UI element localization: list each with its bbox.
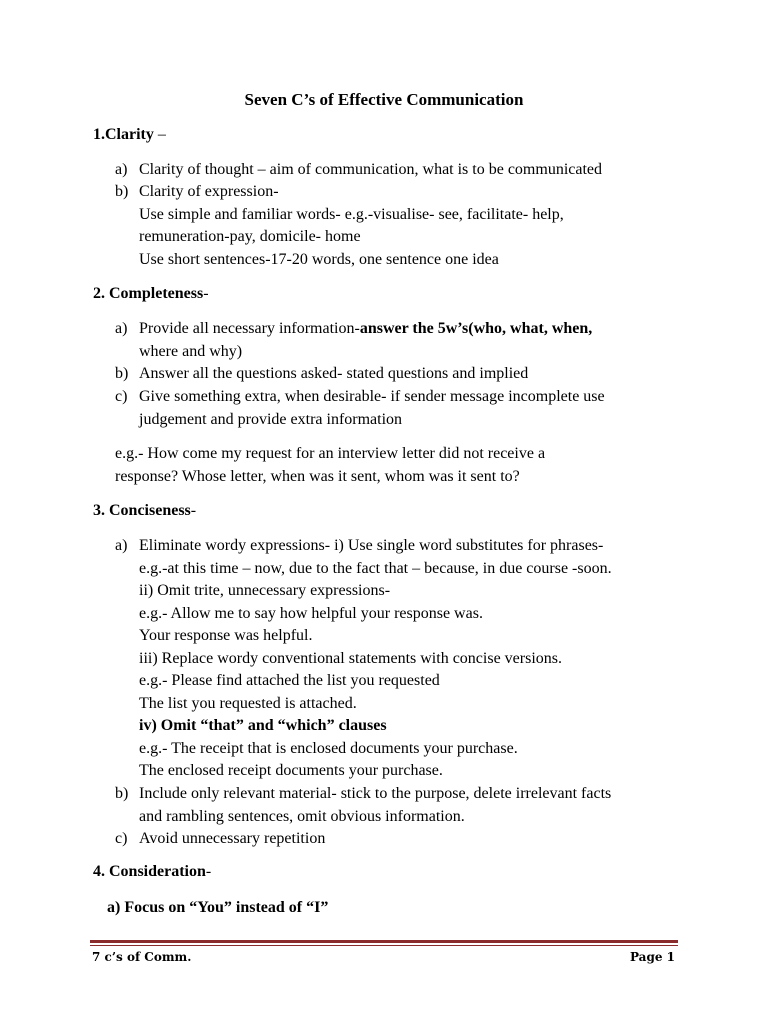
item-text: e.g.- The receipt that is enclosed documents your purchase. [139, 739, 518, 757]
list-item [115, 159, 695, 182]
page-number: Page 1 [629, 950, 675, 964]
item-text: remuneration-pay, domicile- home [139, 228, 361, 245]
item-text-bold: answer the 5w’s(who, what, when, [359, 320, 593, 337]
item-label: a) [115, 320, 128, 337]
list-item [115, 828, 695, 851]
footer-title: 7 c’s of Comm. [92, 950, 192, 964]
item-label: a) [115, 161, 128, 178]
subheading: a) Focus on “You” instead of “I” [107, 899, 329, 916]
section-heading-clarity [93, 126, 166, 144]
item-label: b) [115, 785, 129, 802]
item-text: Answer all the questions asked- stated questions and implied [139, 365, 529, 382]
item-label: c) [115, 388, 128, 405]
item-text: Your response was helpful. [139, 627, 313, 644]
paragraph-text: response? Whose letter, when was it sent, whom was it sent to? [115, 467, 520, 485]
item-text: The list you requested is attached. [139, 694, 357, 712]
heading-dash: - [190, 502, 197, 519]
item-text: Provide all necessary information- [139, 320, 360, 337]
item-label: a) [115, 537, 128, 554]
list-item [115, 783, 695, 828]
footer-rule [90, 940, 678, 943]
heading-dash: - [205, 863, 212, 880]
item-text: Give something extra, when desirable- if sender message incomplete use [139, 388, 605, 405]
item-label: b) [115, 183, 129, 200]
item-text: iii) Replace wordy conventional statements with concise versions. [139, 649, 562, 667]
item-text: e.g.- Please find attached the list you requested [139, 672, 440, 689]
example-paragraph [115, 443, 715, 488]
page-title: Seven C’s of Effective Communication [244, 90, 524, 109]
item-text: and rambling sentences, omit obvious information. [139, 807, 465, 825]
section-heading-completeness [93, 285, 209, 303]
item-text: Avoid unnecessary repetition [139, 830, 326, 847]
list-item [115, 181, 695, 271]
heading-dash: – [153, 126, 166, 143]
item-label: b) [115, 365, 129, 382]
heading-dash: - [203, 285, 209, 302]
footer-rule-thin [90, 945, 678, 946]
heading-text: 2. Completeness [93, 285, 204, 302]
item-text: Clarity of thought – aim of communication, what is to be communicated [139, 161, 603, 178]
list-item [115, 363, 695, 386]
item-text: e.g.-at this time – now, due to the fact that – because, in due course -soon. [139, 559, 612, 577]
heading-text: 4. Consideration [93, 863, 206, 880]
item-text: Include only relevant material- stick to the purpose, delete irrelevant facts [139, 785, 612, 802]
item-text-bold: iv) Omit “that” and “which” clauses [139, 717, 387, 734]
item-text: ii) Omit trite, unnecessary expressions- [139, 582, 391, 599]
heading-text: 3. Conciseness [93, 502, 191, 519]
item-text: Eliminate wordy expressions- i) Use single word substitutes for phrases- [139, 537, 604, 554]
item-label: c) [115, 830, 128, 847]
item-text: Use simple and familiar words- e.g.-visualise- see, facilitate- help, [139, 205, 564, 223]
heading-text: 1.Clarity [93, 126, 154, 143]
item-text: Use short sentences-17-20 words, one sentence one idea [139, 250, 499, 268]
item-text: e.g.- Allow me to say how helpful your response was. [139, 604, 483, 622]
section-heading-consideration [93, 863, 211, 881]
item-text: judgement and provide extra information [139, 410, 403, 428]
list-item [115, 535, 695, 783]
item-text: The enclosed receipt documents your purchase. [139, 762, 443, 779]
item-text: where and why) [139, 342, 243, 360]
section-heading-conciseness [93, 502, 196, 520]
list-item [115, 386, 695, 431]
paragraph-text: e.g.- How come my request for an interview letter did not receive a [115, 445, 546, 462]
list-item [115, 318, 695, 363]
item-text: Clarity of expression- [139, 183, 279, 200]
